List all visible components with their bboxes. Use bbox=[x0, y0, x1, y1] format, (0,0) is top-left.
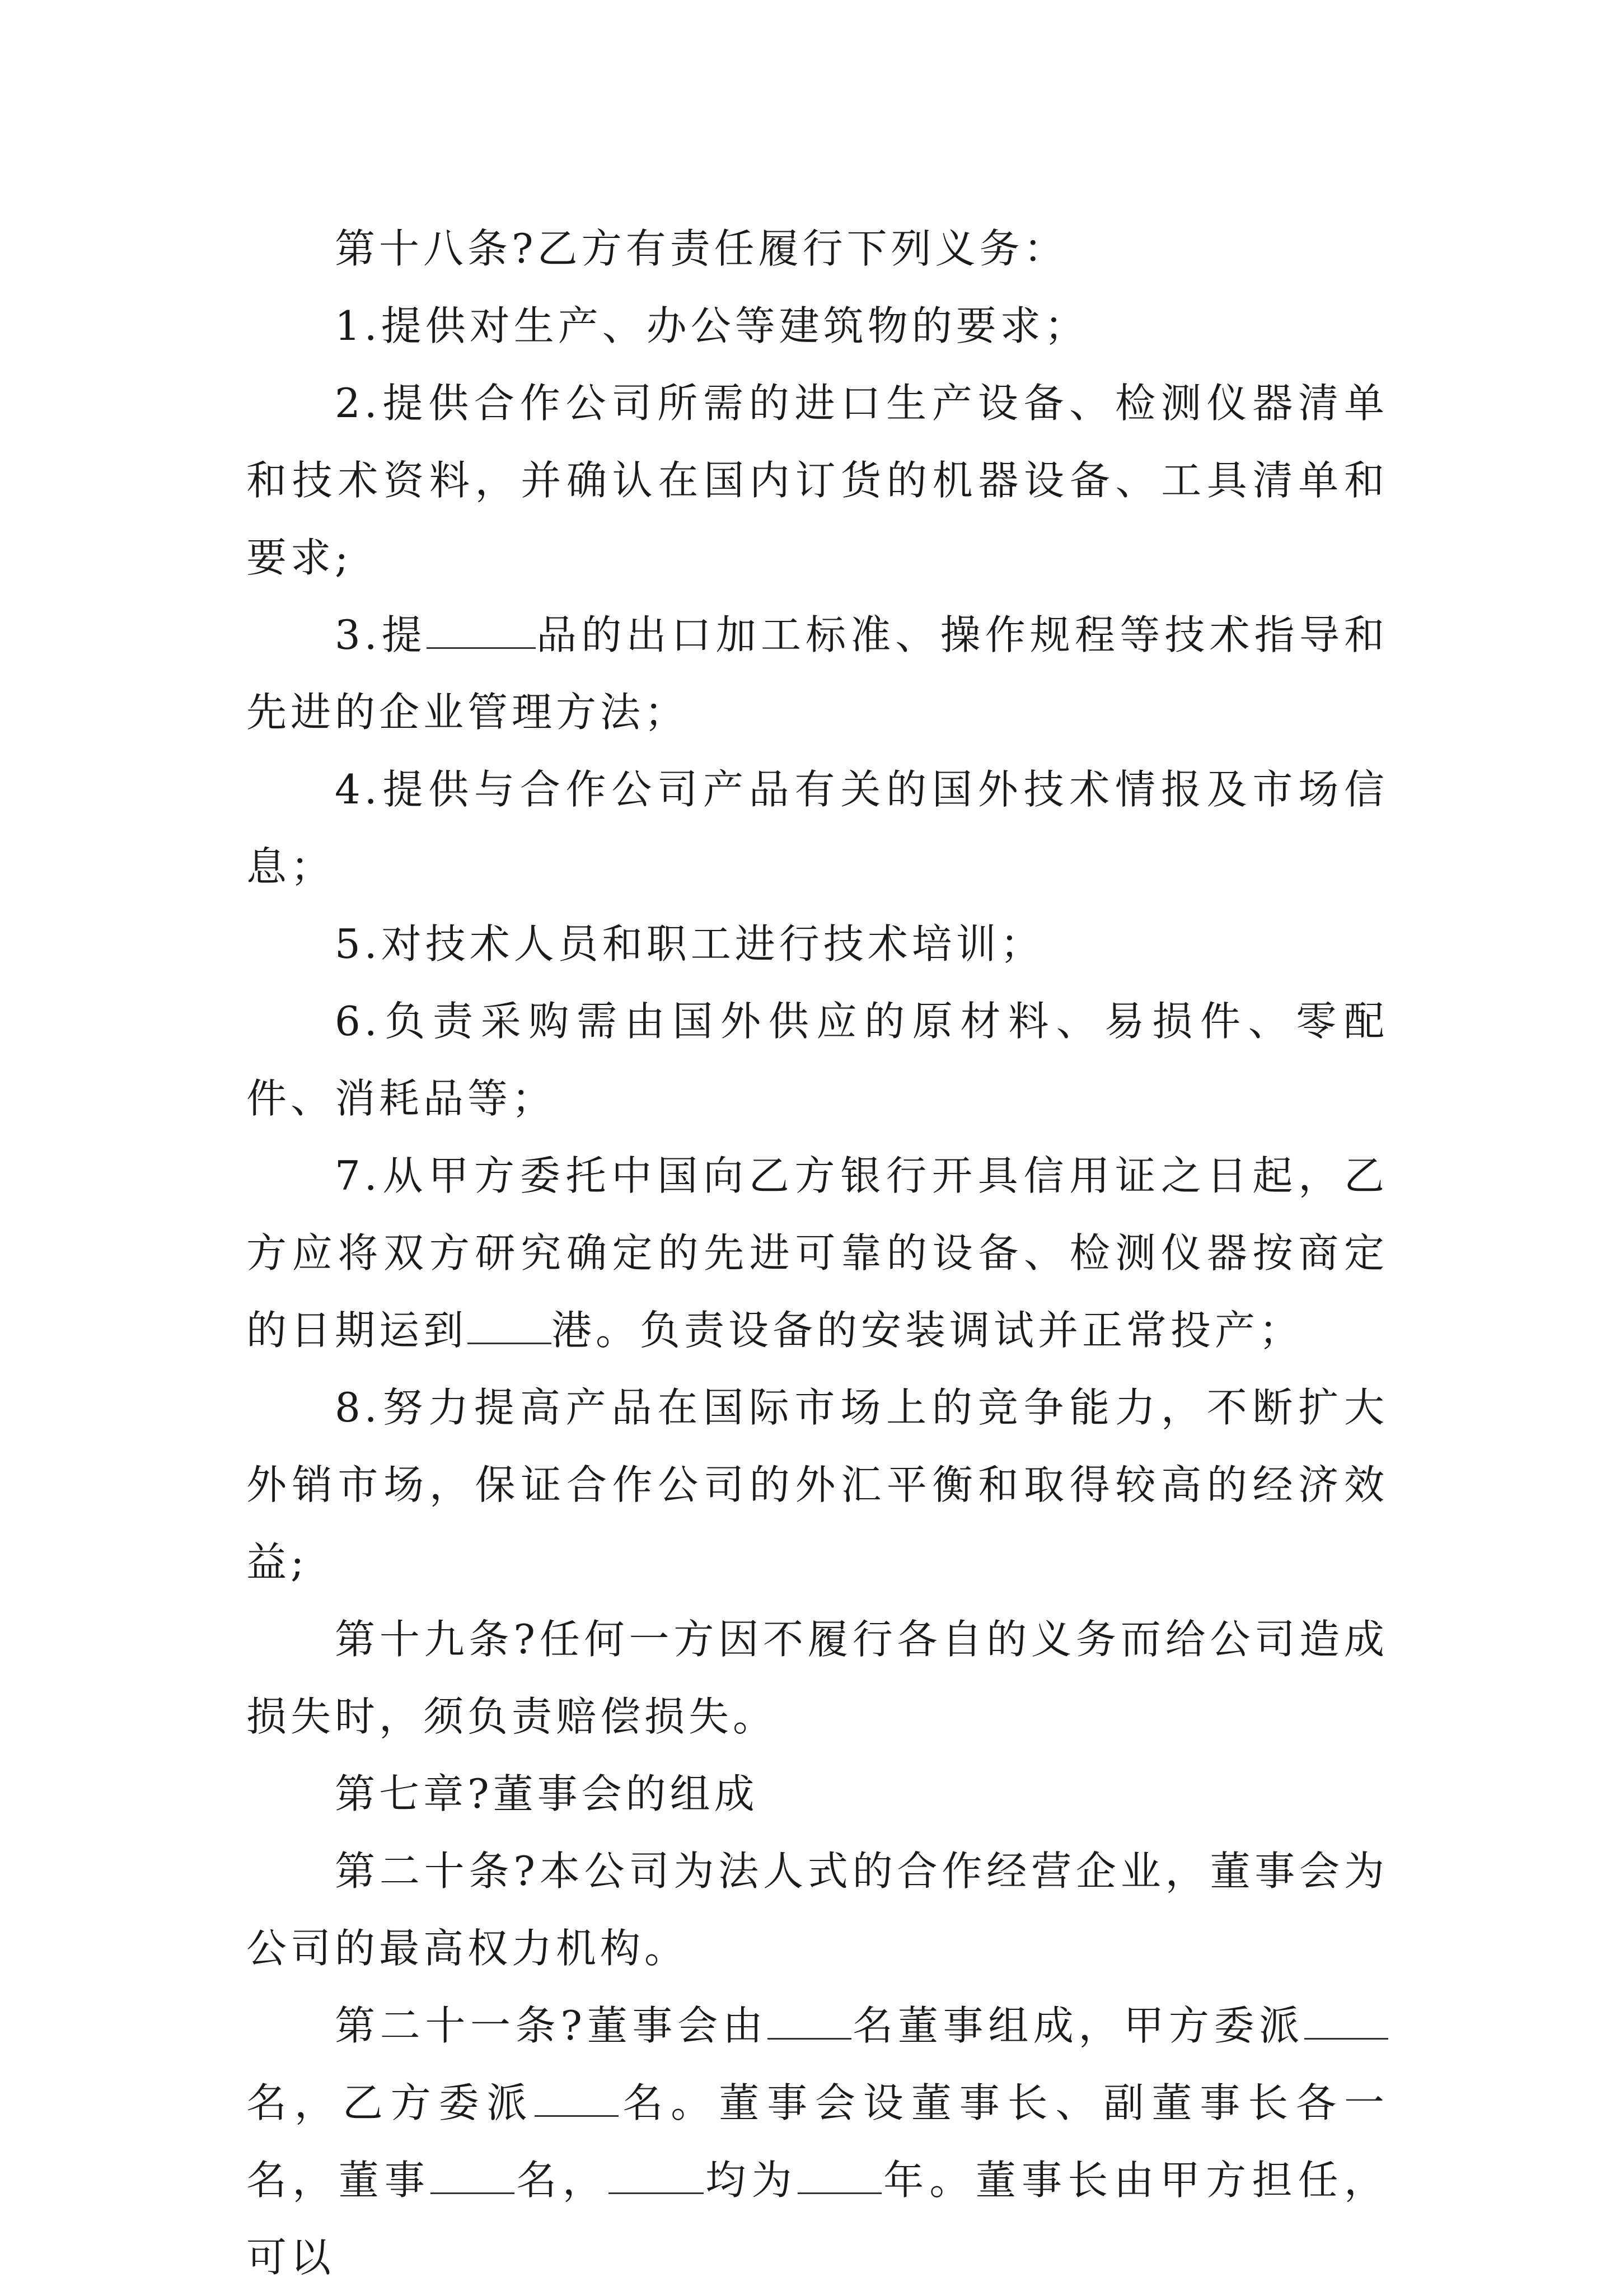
fill-in-blank bbox=[467, 1310, 551, 1344]
paragraph-text: 名， bbox=[514, 2157, 608, 2204]
chapter-7-heading bbox=[246, 1755, 1388, 1832]
fill-in-blank bbox=[427, 615, 536, 649]
paragraph-text: 名，乙方委派 bbox=[246, 2079, 535, 2126]
paragraph-text: 第十九条?任何一方因不履行各自的义务而给公司造成损失时，须负责赔偿损失。 bbox=[246, 1616, 1388, 1740]
article-18-heading bbox=[246, 210, 1388, 287]
fill-in-blank bbox=[767, 2005, 851, 2040]
article-21 bbox=[246, 1987, 1388, 2296]
paragraph-text: 3.提 bbox=[335, 611, 427, 658]
obligation-item-8 bbox=[246, 1369, 1388, 1601]
paragraph-text: 第二十一条?董事会由 bbox=[335, 2002, 768, 2049]
article-19 bbox=[246, 1601, 1388, 1755]
fill-in-blank bbox=[535, 2083, 619, 2117]
paragraph-text: 5.对技术人员和职工进行技术培训； bbox=[335, 920, 1045, 967]
obligation-item-2 bbox=[246, 364, 1388, 596]
obligation-item-3 bbox=[246, 596, 1388, 751]
paragraph-text: 名董事组成，甲方委派 bbox=[851, 2002, 1304, 2049]
paragraph-text: 品的出口加工标准、操作规程等技术指导和先进的企业管理方法； bbox=[246, 611, 1388, 736]
paragraph-text: 7.从甲方委托中国向乙方银行开具信用证之日起，乙方应将双方研究确定的先进可靠的设备、检测仪器按商定的日期运到 bbox=[246, 1152, 1388, 1354]
fill-in-blank bbox=[608, 2160, 704, 2194]
fill-in-blank bbox=[1304, 2005, 1388, 2040]
paragraph-text: 年。董事长由甲方担任，可以 bbox=[246, 2157, 1388, 2281]
paragraph-text: 2.提供合作公司所需的进口生产设备、检测仪器清单和技术资料，并确认在国内订货的机器设备、工具清单和要求; bbox=[246, 380, 1388, 581]
paragraph-text: 名。董事会设董事长、副董事长各一名，董事 bbox=[246, 2079, 1388, 2204]
fill-in-blank bbox=[430, 2160, 514, 2194]
obligation-item-7 bbox=[246, 1137, 1388, 1369]
article-20 bbox=[246, 1832, 1388, 1987]
paragraph-text: 第七章?董事会的组成 bbox=[335, 1770, 759, 1817]
paragraph-text: 1.提供对生产、办公等建筑物的要求； bbox=[335, 302, 1089, 349]
obligation-item-4 bbox=[246, 751, 1388, 905]
paragraph-text: 第十八条?乙方有责任履行下列义务： bbox=[335, 225, 1068, 272]
paragraph-text: 均为 bbox=[704, 2157, 798, 2204]
fill-in-blank bbox=[798, 2160, 882, 2194]
paragraph-text: 4.提供与合作公司产品有关的国外技术情报及市场信息； bbox=[246, 766, 1388, 890]
document-body bbox=[246, 210, 1388, 2296]
paragraph-text: 6.负责采购需由国外供应的原材料、易损件、零配件、消耗品等； bbox=[246, 998, 1388, 1122]
obligation-item-1 bbox=[246, 287, 1388, 364]
paragraph-text: 港。负责设备的安装调试并正常投产； bbox=[551, 1307, 1304, 1354]
obligation-item-5 bbox=[246, 905, 1388, 983]
obligation-item-6 bbox=[246, 983, 1388, 1137]
paragraph-text: 8.努力提高产品在国际市场上的竞争能力，不断扩大外销市场，保证合作公司的外汇平衡和取得较高的经济效益; bbox=[246, 1384, 1388, 1586]
paragraph-text: 第二十条?本公司为法人式的合作经营企业，董事会为公司的最高权力机构。 bbox=[246, 1848, 1388, 1972]
